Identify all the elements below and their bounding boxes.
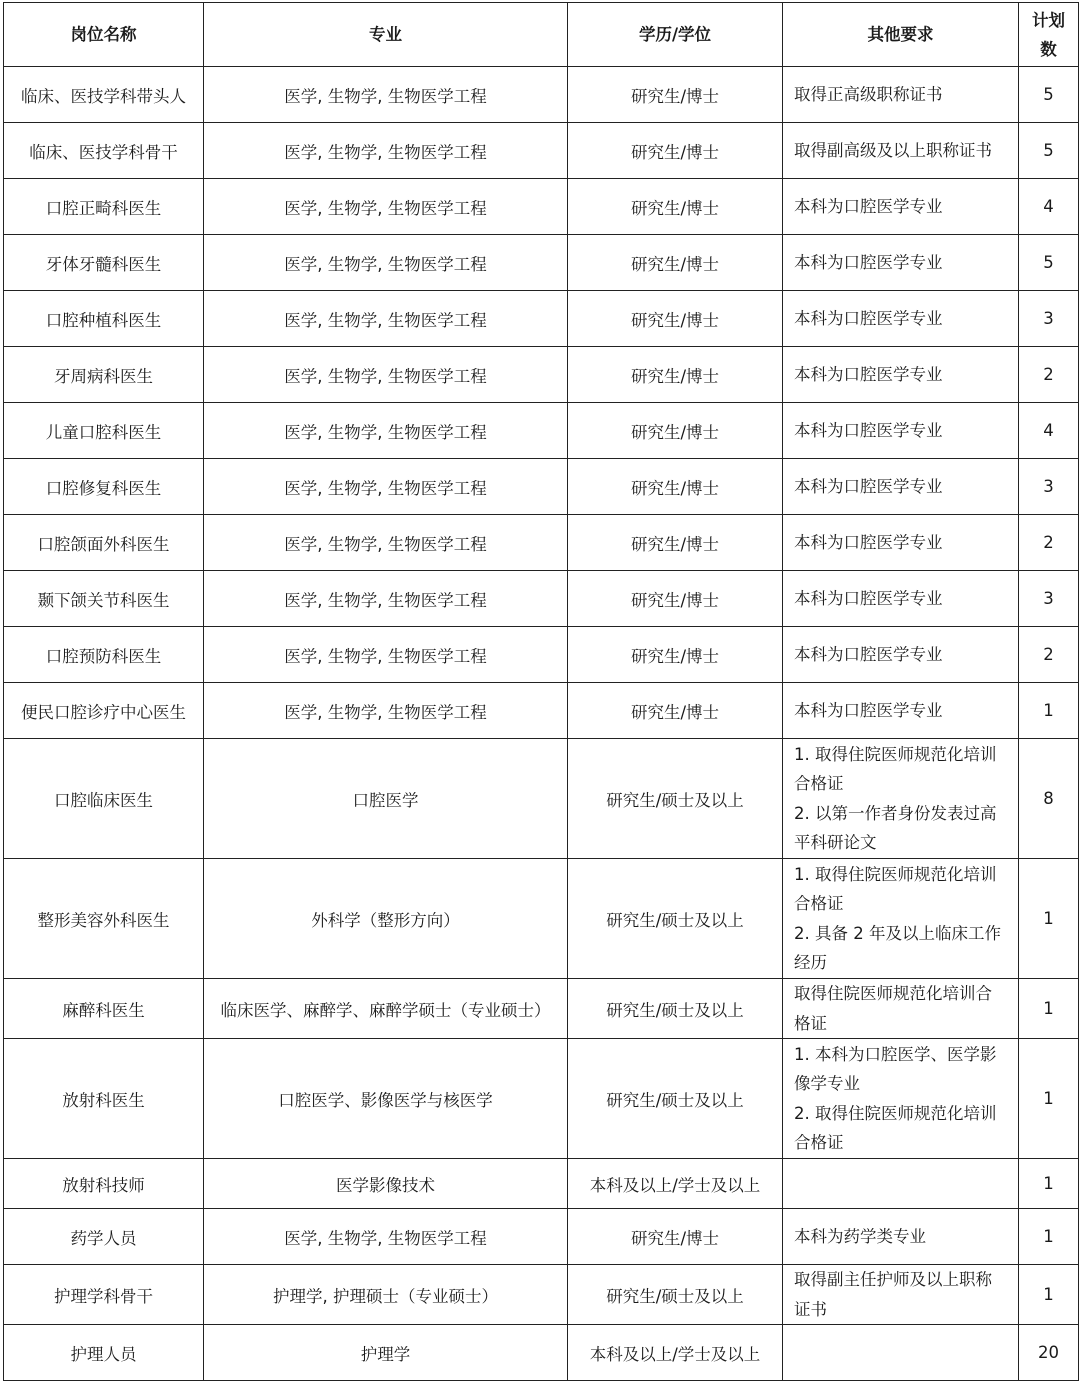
cell-education: 研究生/博士: [568, 235, 783, 291]
cell-position: 护理人员: [4, 1325, 204, 1381]
requirement-line: 本科为药学类专业: [794, 1226, 926, 1246]
requirement-line: 本科为口腔医学专业: [794, 364, 943, 384]
cell-planned-count: 1: [1019, 979, 1079, 1039]
cell-planned-count: 5: [1019, 123, 1079, 179]
requirement-line: 取得副高级及以上职称证书: [794, 140, 992, 160]
header-position: 岗位名称: [4, 3, 204, 67]
requirement-line: 合格证: [794, 1133, 844, 1152]
cell-other-requirements: [783, 979, 1019, 1039]
cell-other-requirements: [783, 739, 1019, 859]
cell-other-requirements: [783, 459, 1019, 515]
cell-education: 研究生/博士: [568, 67, 783, 123]
table-body: [4, 67, 1079, 1381]
cell-education: 研究生/博士: [568, 291, 783, 347]
table-row: [4, 291, 1079, 347]
requirement-line: 1. 取得住院医师规范化培训: [794, 864, 997, 884]
cell-major: 医学, 生物学, 生物医学工程: [204, 459, 568, 515]
cell-major: 医学, 生物学, 生物医学工程: [204, 515, 568, 571]
cell-education: 本科及以上/学士及以上: [568, 1325, 783, 1381]
table-row: [4, 1265, 1079, 1325]
cell-major: 医学, 生物学, 生物医学工程: [204, 571, 568, 627]
cell-position: 牙体牙髓科医生: [4, 235, 204, 291]
cell-education: 研究生/博士: [568, 571, 783, 627]
cell-major: 医学, 生物学, 生物医学工程: [204, 291, 568, 347]
requirement-line: 本科为口腔医学专业: [794, 644, 943, 664]
cell-position: 便民口腔诊疗中心医生: [4, 683, 204, 739]
cell-planned-count: 4: [1019, 179, 1079, 235]
cell-position: 儿童口腔科医生: [4, 403, 204, 459]
cell-planned-count: 1: [1019, 1159, 1079, 1209]
cell-position: 放射科技师: [4, 1159, 204, 1209]
cell-other-requirements: [783, 627, 1019, 683]
cell-major: 医学, 生物学, 生物医学工程: [204, 123, 568, 179]
cell-position: 颞下颌关节科医生: [4, 571, 204, 627]
cell-position: 整形美容外科医生: [4, 859, 204, 979]
requirement-line: 证书: [794, 1299, 827, 1319]
cell-planned-count: 2: [1019, 515, 1079, 571]
requirement-line: 2. 以第一作者身份发表过高: [794, 803, 997, 823]
cell-major: 医学, 生物学, 生物医学工程: [204, 683, 568, 739]
requirement-line: 像学专业: [794, 1074, 860, 1093]
table-row: [4, 459, 1079, 515]
cell-education: 本科及以上/学士及以上: [568, 1159, 783, 1209]
cell-major: 医学, 生物学, 生物医学工程: [204, 403, 568, 459]
requirement-line: 本科为口腔医学专业: [794, 532, 943, 552]
cell-position: 口腔预防科医生: [4, 627, 204, 683]
cell-other-requirements: [783, 403, 1019, 459]
cell-planned-count: 3: [1019, 571, 1079, 627]
header-count-line1: 计划: [1032, 10, 1065, 30]
cell-position: 放射科医生: [4, 1039, 204, 1159]
requirement-line: 1. 取得住院医师规范化培训: [794, 744, 997, 764]
requirement-line: 2. 取得住院医师规范化培训: [794, 1103, 997, 1123]
cell-other-requirements: [783, 179, 1019, 235]
table-row: [4, 979, 1079, 1039]
cell-planned-count: 3: [1019, 291, 1079, 347]
cell-planned-count: 5: [1019, 67, 1079, 123]
table-row: [4, 515, 1079, 571]
recruitment-table: [3, 2, 1079, 1381]
cell-education: 研究生/博士: [568, 179, 783, 235]
table-row: [4, 1209, 1079, 1265]
cell-other-requirements: [783, 1159, 1019, 1209]
cell-education: 研究生/硕士及以上: [568, 1265, 783, 1325]
cell-education: 研究生/博士: [568, 123, 783, 179]
cell-education: 研究生/硕士及以上: [568, 979, 783, 1039]
cell-major: 医学, 生物学, 生物医学工程: [204, 627, 568, 683]
cell-position: 口腔正畸科医生: [4, 179, 204, 235]
requirement-line: 取得副主任护师及以上职称: [794, 1270, 992, 1289]
table-row: [4, 1159, 1079, 1209]
cell-education: 研究生/博士: [568, 1209, 783, 1265]
cell-planned-count: 2: [1019, 347, 1079, 403]
cell-planned-count: 1: [1019, 683, 1079, 739]
requirement-line: 取得正高级职称证书: [794, 84, 943, 104]
requirement-line: 本科为口腔医学专业: [794, 476, 943, 496]
cell-position: 牙周病科医生: [4, 347, 204, 403]
cell-planned-count: 1: [1019, 1265, 1079, 1325]
requirement-line: 2. 具备 2 年及以上临床工作: [794, 923, 1001, 943]
table-row: [4, 123, 1079, 179]
cell-major: 护理学, 护理硕士（专业硕士）: [204, 1265, 568, 1325]
table-row: [4, 347, 1079, 403]
cell-position: 临床、医技学科带头人: [4, 67, 204, 123]
header-count-line2: 数: [1040, 39, 1057, 59]
cell-planned-count: 1: [1019, 1209, 1079, 1265]
cell-planned-count: 2: [1019, 627, 1079, 683]
cell-other-requirements: [783, 571, 1019, 627]
cell-major: 口腔医学、影像医学与核医学: [204, 1039, 568, 1159]
cell-planned-count: 1: [1019, 1039, 1079, 1159]
cell-education: 研究生/博士: [568, 347, 783, 403]
cell-education: 研究生/博士: [568, 403, 783, 459]
requirement-line: 1. 本科为口腔医学、医学影: [794, 1044, 997, 1064]
cell-education: 研究生/硕士及以上: [568, 1039, 783, 1159]
cell-position: 护理学科骨干: [4, 1265, 204, 1325]
cell-position: 口腔种植科医生: [4, 291, 204, 347]
cell-major: 医学影像技术: [204, 1159, 568, 1209]
cell-other-requirements: [783, 1209, 1019, 1265]
cell-other-requirements: [783, 859, 1019, 979]
cell-major: 医学, 生物学, 生物医学工程: [204, 235, 568, 291]
cell-major: 口腔医学: [204, 739, 568, 859]
cell-planned-count: 8: [1019, 739, 1079, 859]
cell-other-requirements: [783, 1325, 1019, 1381]
cell-major: 医学, 生物学, 生物医学工程: [204, 347, 568, 403]
cell-major: 临床医学、麻醉学、麻醉学硕士（专业硕士）: [204, 979, 568, 1039]
table-row: [4, 235, 1079, 291]
cell-planned-count: 3: [1019, 459, 1079, 515]
table-row: [4, 67, 1079, 123]
requirement-line: 本科为口腔医学专业: [794, 700, 943, 720]
requirement-line: 合格证: [794, 774, 844, 793]
cell-other-requirements: [783, 683, 1019, 739]
cell-education: 研究生/硕士及以上: [568, 859, 783, 979]
table-row: [4, 627, 1079, 683]
requirement-line: 经历: [794, 953, 827, 972]
requirement-line: 本科为口腔医学专业: [794, 420, 943, 440]
cell-education: 研究生/博士: [568, 683, 783, 739]
table-row: [4, 1325, 1079, 1381]
cell-position: 口腔颌面外科医生: [4, 515, 204, 571]
cell-other-requirements: [783, 1039, 1019, 1159]
cell-other-requirements: [783, 515, 1019, 571]
cell-education: 研究生/博士: [568, 515, 783, 571]
table-row: [4, 179, 1079, 235]
cell-planned-count: 1: [1019, 859, 1079, 979]
cell-major: 医学, 生物学, 生物医学工程: [204, 1209, 568, 1265]
header-row: [4, 3, 1079, 67]
requirement-line: 平科研论文: [794, 833, 877, 852]
requirement-line: 合格证: [794, 894, 844, 913]
cell-position: 麻醉科医生: [4, 979, 204, 1039]
cell-other-requirements: [783, 123, 1019, 179]
header-other-requirements: 其他要求: [783, 3, 1019, 67]
cell-other-requirements: [783, 291, 1019, 347]
requirement-line: 本科为口腔医学专业: [794, 588, 943, 608]
cell-major: 医学, 生物学, 生物医学工程: [204, 179, 568, 235]
requirement-line: 本科为口腔医学专业: [794, 252, 943, 272]
cell-other-requirements: [783, 347, 1019, 403]
cell-major: 外科学（整形方向）: [204, 859, 568, 979]
cell-education: 研究生/博士: [568, 459, 783, 515]
table-row: [4, 683, 1079, 739]
requirement-line: 本科为口腔医学专业: [794, 196, 943, 216]
cell-other-requirements: [783, 1265, 1019, 1325]
table-row: [4, 403, 1079, 459]
cell-education: 研究生/博士: [568, 627, 783, 683]
header-planned-count: [1019, 3, 1079, 67]
cell-planned-count: 5: [1019, 235, 1079, 291]
cell-position: 口腔临床医生: [4, 739, 204, 859]
cell-planned-count: 20: [1019, 1325, 1079, 1381]
cell-position: 药学人员: [4, 1209, 204, 1265]
table-row: [4, 571, 1079, 627]
cell-education: 研究生/硕士及以上: [568, 739, 783, 859]
requirement-line: 格证: [794, 1013, 827, 1033]
table-row: [4, 859, 1079, 979]
cell-position: 临床、医技学科骨干: [4, 123, 204, 179]
cell-other-requirements: [783, 235, 1019, 291]
table-row: [4, 739, 1079, 859]
cell-planned-count: 4: [1019, 403, 1079, 459]
cell-other-requirements: [783, 67, 1019, 123]
cell-major: 护理学: [204, 1325, 568, 1381]
table-row: [4, 1039, 1079, 1159]
header-major: 专业: [204, 3, 568, 67]
requirement-line: 取得住院医师规范化培训合: [794, 984, 992, 1003]
cell-major: 医学, 生物学, 生物医学工程: [204, 67, 568, 123]
requirement-line: 本科为口腔医学专业: [794, 308, 943, 328]
cell-position: 口腔修复科医生: [4, 459, 204, 515]
header-education: 学历/学位: [568, 3, 783, 67]
